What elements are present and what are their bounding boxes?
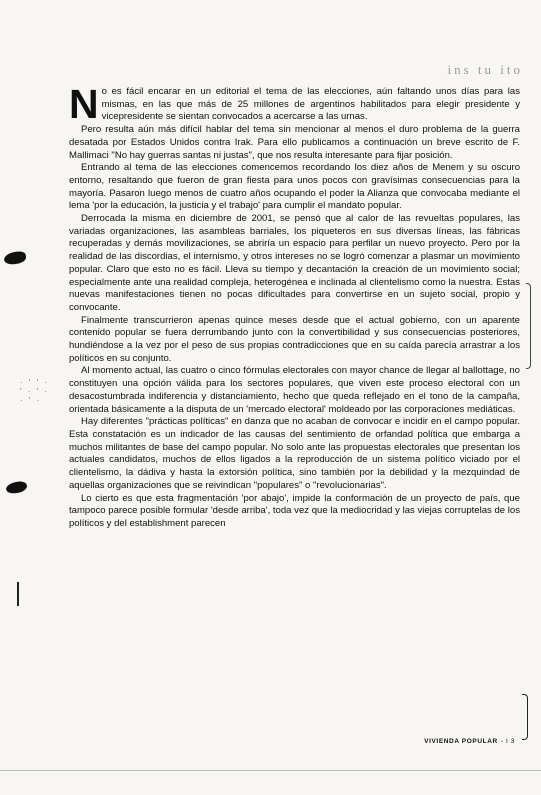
header-mark: ins tu ito (447, 62, 523, 77)
paragraph-1-text: o es fácil encarar en un editorial el tema de las elecciones, aún faltando unos días para las mismas, en las que más de 25 millones de argentinos habilitados para elegir presidente y vicepresidente se sientan convocados a acercarse a las urnas. (101, 86, 520, 123)
bottom-rule (0, 770, 541, 771)
paragraph-1 (69, 81, 520, 127)
paragraph-2: Pero resulta aún más difícil hablar del tema sin mencionar al menos el duro problema de la guerra desatada por Estados Unidos contra Irak. Para ello publicamos a continuación un breve escrito de F. Mallimaci "No hay guerras santas ni justas", que nos resulta interesante para fijar posición. (69, 124, 520, 161)
drop-cap: N (69, 81, 99, 127)
paragraph-7: Hay diferentes "prácticas políticas" en danza que no acaban de convocar e incidir en el campo popular. Esta constatación es un indicador de las causas del sentimiento de orfandad política que embarga a muchos militantes de base del campo popular. No solo ante las propuestas electorales que presentan los actuales candidatos, muchos de ellos ligados a la reproducción de un sistema político viciado por el clientelismo, la dádiva y hasta la extorsión política, sino también por la debilidad y la mezquindad de aquellas organizaciones que se reivindican "populares" o "revolucionarias". (69, 416, 520, 491)
editorial-article (69, 81, 520, 531)
margin-dots: · ' ' · ' · ' · · ' · (20, 378, 50, 405)
page-marker: - I 3 (500, 738, 515, 745)
margin-tick (17, 582, 19, 606)
paragraph-4: Derrocada la misma en diciembre de 2001, se pensó que al calor de las revueltas populares, las variadas organizaciones, las asambleas barriales, los piqueteros en sus diversas líneas, las fábricas recuperadas y demás movilizaciones, se abriría un espacio para perfilar un nuevo proyecto. Pero por la realidad de las discordias, el internismo, y otros intereses no se logró comenzar a plasmar un movimiento popular. Claro que esto no es fácil. Lleva su tiempo y decantación la creación de un movimiento social; especialmente ante una realidad compleja, heterogénea e inclinada al clientelismo como la nuestra. Estas nuevas manifestaciones tienen no pocas dificultades para convertirse en un sujeto social, propio y convocante. (69, 213, 520, 313)
page-footer (424, 738, 515, 745)
paragraph-5: Finalmente transcurrieron apenas quince meses desde que el actual gobierno, con un aparente contenido popular se fuera derrumbando junto con la convertibilidad y sus consecuencias posteriores, hundiéndose a la vez por el peso de sus propias contradicciones que en su caída parecía arrastrar a los políticos en su conjunto. (69, 314, 520, 364)
paragraph-3: Entrando al tema de las elecciones comencemos recordando los diez años de Menem y su oscuro entorno, resaltando que fueron de gran fiesta para unos pocos con gravísimas consecuencias para la mayoría. Pasaron luego menos de cuatro años ocupando el poder la Alianza que convocaba mediante el lema 'por la educación, la justicia y el trabajo' para cumplir el mandato popular. (69, 162, 520, 212)
publication-name: VIVIENDA POPULAR (424, 738, 498, 745)
margin-bracket (526, 283, 531, 369)
paragraph-8: Lo cierto es que esta fragmentación 'por abajo', impide la conformación de un proyecto de país, que tampoco parece posible formular 'desde arriba', toda vez que la mediocridad y las viejas corruptelas de los políticos y del establishment parecen (69, 492, 520, 529)
ink-mark (3, 251, 26, 266)
paragraph-6: Al momento actual, las cuatro o cinco fórmulas electorales con mayor chance de llegar al ballottage, no constituyen una opción válida para los sectores populares, que viven este proceso electoral con un desacostumbrada indiferencia y distanciamiento, hecho que queda reflejado en el tono de la campaña, orientada básicamente a la disputa de un 'mercado electoral' moldeado por las corporaciones mediáticas. (69, 365, 520, 415)
margin-bracket (522, 694, 528, 740)
ink-mark (5, 480, 28, 494)
